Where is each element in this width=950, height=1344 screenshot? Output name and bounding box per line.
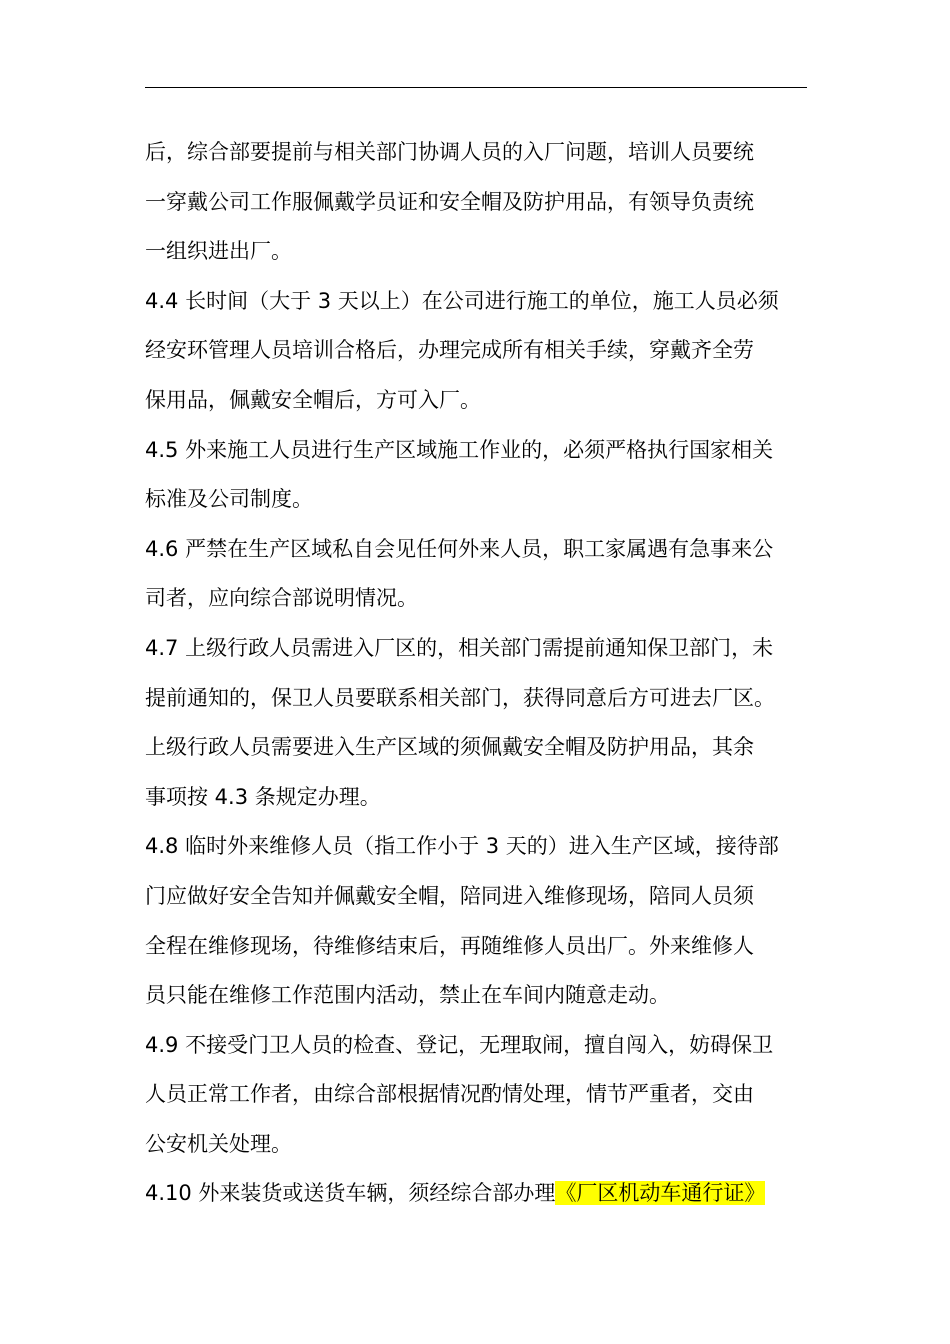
text-line: 员只能在维修工作范围内活动，禁止在车间内随意走动。: [145, 983, 670, 1008]
document-body: [145, 128, 817, 1219]
text-line: 4.7 上级行政人员需进入厂区的，相关部门需提前通知保卫部门，未: [145, 635, 774, 660]
text-line: 一组织进出厂。: [145, 239, 292, 264]
text-line: 公安机关处理。: [145, 1131, 292, 1156]
text-line: 全程在维修现场，待维修结束后，再随维修人员出厂。外来维修人: [145, 933, 754, 958]
text-line: 事项按 4.3 条规定办理。: [145, 784, 381, 809]
text-line: 标准及公司制度。: [145, 487, 313, 512]
text-line: 一穿戴公司工作服佩戴学员证和安全帽及防护用品，有领导负责统: [145, 189, 754, 214]
text-line: 4.4 长时间（大于 3 天以上）在公司进行施工的单位，施工人员必须: [145, 288, 779, 313]
text-line: 后，综合部要提前与相关部门协调人员的入厂问题，培训人员要统: [145, 140, 754, 164]
text-line: 4.9 不接受门卫人员的检查、登记，无理取闹，擅自闯入，妨碍保卫: [145, 1032, 774, 1057]
last-text-line: [145, 1169, 817, 1219]
text-line: 4.6 严禁在生产区域私自会见任何外来人员，职工家属遇有急事来公: [145, 536, 774, 561]
text-line: 人员正常工作者，由综合部根据情况酌情处理，情节严重者，交由: [145, 1082, 754, 1107]
text-line: 上级行政人员需要进入生产区域的须佩戴安全帽及防护用品，其余: [145, 735, 754, 760]
text-line: 4.5 外来施工人员进行生产区域施工作业的，必须严格执行国家相关: [145, 437, 774, 462]
text-line: 4.8 临时外来维修人员（指工作小于 3 天的）进入生产区域，接待部: [145, 834, 779, 859]
text-line: 提前通知的，保卫人员要联系相关部门，获得同意后方可进去厂区。: [145, 685, 775, 710]
highlighted-permit-title: 《厂区机动车通行证》: [555, 1181, 766, 1206]
header-rule: [145, 87, 807, 88]
text-line: 保用品，佩戴安全帽后，方可入厂。: [145, 387, 481, 412]
text-line: 司者，应向综合部说明情况。: [145, 586, 418, 611]
last-line-text: 4.10 外来装货或送货车辆，须经综合部办理: [145, 1181, 556, 1206]
text-line: 经安环管理人员培训合格后，办理完成所有相关手续，穿戴齐全劳: [145, 338, 754, 363]
text-line: 门应做好安全告知并佩戴安全帽，陪同进入维修现场，陪同人员须: [145, 883, 754, 908]
